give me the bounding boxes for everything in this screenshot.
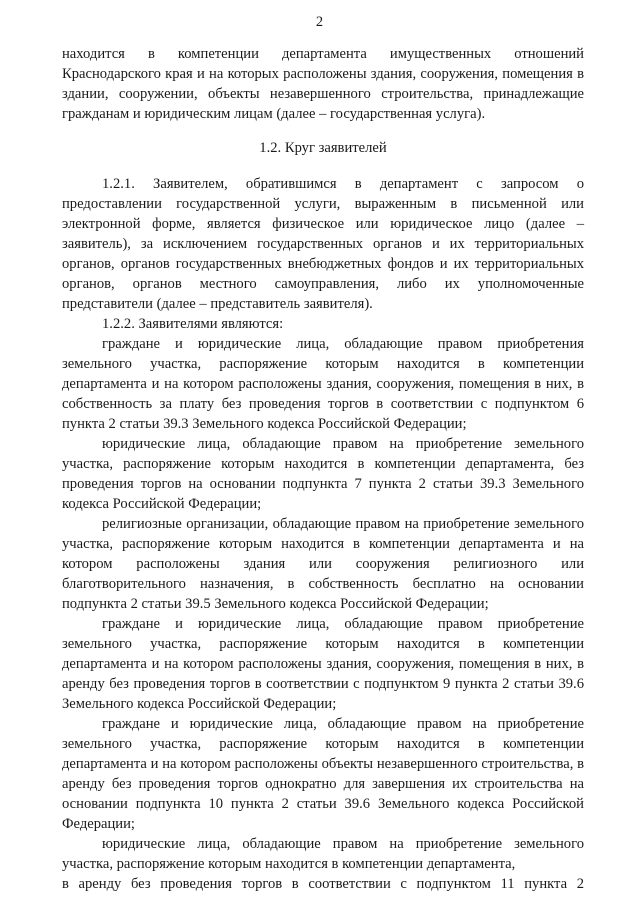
paragraph: граждане и юридические лица, обладающие правом на приобретение земельного участка, распоряжение которым находится в компетенции департамента и на котором расположены объекты незавершенного строительства, в аренду без проведения торгов однократно для завершения их строительства на основании подпункта 10 пункта 2 статьи 39.6 Земельного кодекса Российской Федерации; — [62, 716, 584, 832]
paragraph: граждане и юридические лица, обладающие правом приобретения земельного участка, распоряжение которым находится в компетенции департамента и на котором расположены здания, сооружения, помещения в них, в собственность за плату без проведения торгов в соответствии с подпунктом 6 пункта 2 статьи 39.3 Земельного кодекса Российской Федерации; — [62, 336, 584, 432]
section-heading: 1.2. Круг заявителей — [259, 140, 387, 156]
paragraph: юридические лица, обладающие правом на приобретение земельного участка, распоряжение которым находится в компетенции департамента, без проведения торгов на основании подпункта 7 пункта 2 статьи 39.3 Земельного кодекса Российской Федерации; — [62, 436, 584, 512]
paragraph-top: находится в компетенции департамента имущественных отношений Краснодарского края и на которых расположены здания, сооружения, помещения в здании, сооружении, объекты незавершенного строительства, принадлежащие гражданам и юридическим лицам (далее – государственная услуга). — [62, 46, 584, 122]
paragraph-last-partial: в аренду без проведения торгов в соответствии с подпунктом 11 пункта 2 — [62, 876, 584, 892]
paragraph-last-cut-line — [62, 874, 584, 894]
page-number: 2 — [315, 14, 324, 30]
paragraph-last: юридические лица, обладающие правом на приобретение земельного участка, распоряжение которым находится в компетенции департамента, — [62, 836, 584, 872]
paragraph: 1.2.2. Заявителями являются: — [102, 316, 284, 332]
paragraph: 1.2.1. Заявителем, обратившимся в департамент с запросом о предоставлении государственной услуги, выраженным в письменной или электронной форме, является физическое или юридическое лицо (далее – заявитель), за исключением государственных органов и их территориальных органов, органов государственных внебюджетных фондов и их территориальных органов, органов местного самоуправления, либо их уполномоченные представители (далее – представитель заявителя). — [62, 176, 584, 312]
paragraph: граждане и юридические лица, обладающие правом приобретение земельного участка, распоряжение которым находится в компетенции департамента и на котором расположены здания, сооружения, помещения в них, в аренду без проведения торгов в соответствии с подпунктом 9 пункта 2 статьи 39.6 Земельного кодекса Российской Федерации; — [62, 616, 584, 712]
document-body — [62, 44, 584, 894]
paragraph: религиозные организации, обладающие правом на приобретение земельного участка, распоряжение которым находится в компетенции департамента и на котором расположены здания или сооружения религиозного или благотворительного назначения, в собственность бесплатно на основании подпункта 2 статьи 39.5 Земельного кодекса Российской Федерации; — [62, 516, 584, 612]
